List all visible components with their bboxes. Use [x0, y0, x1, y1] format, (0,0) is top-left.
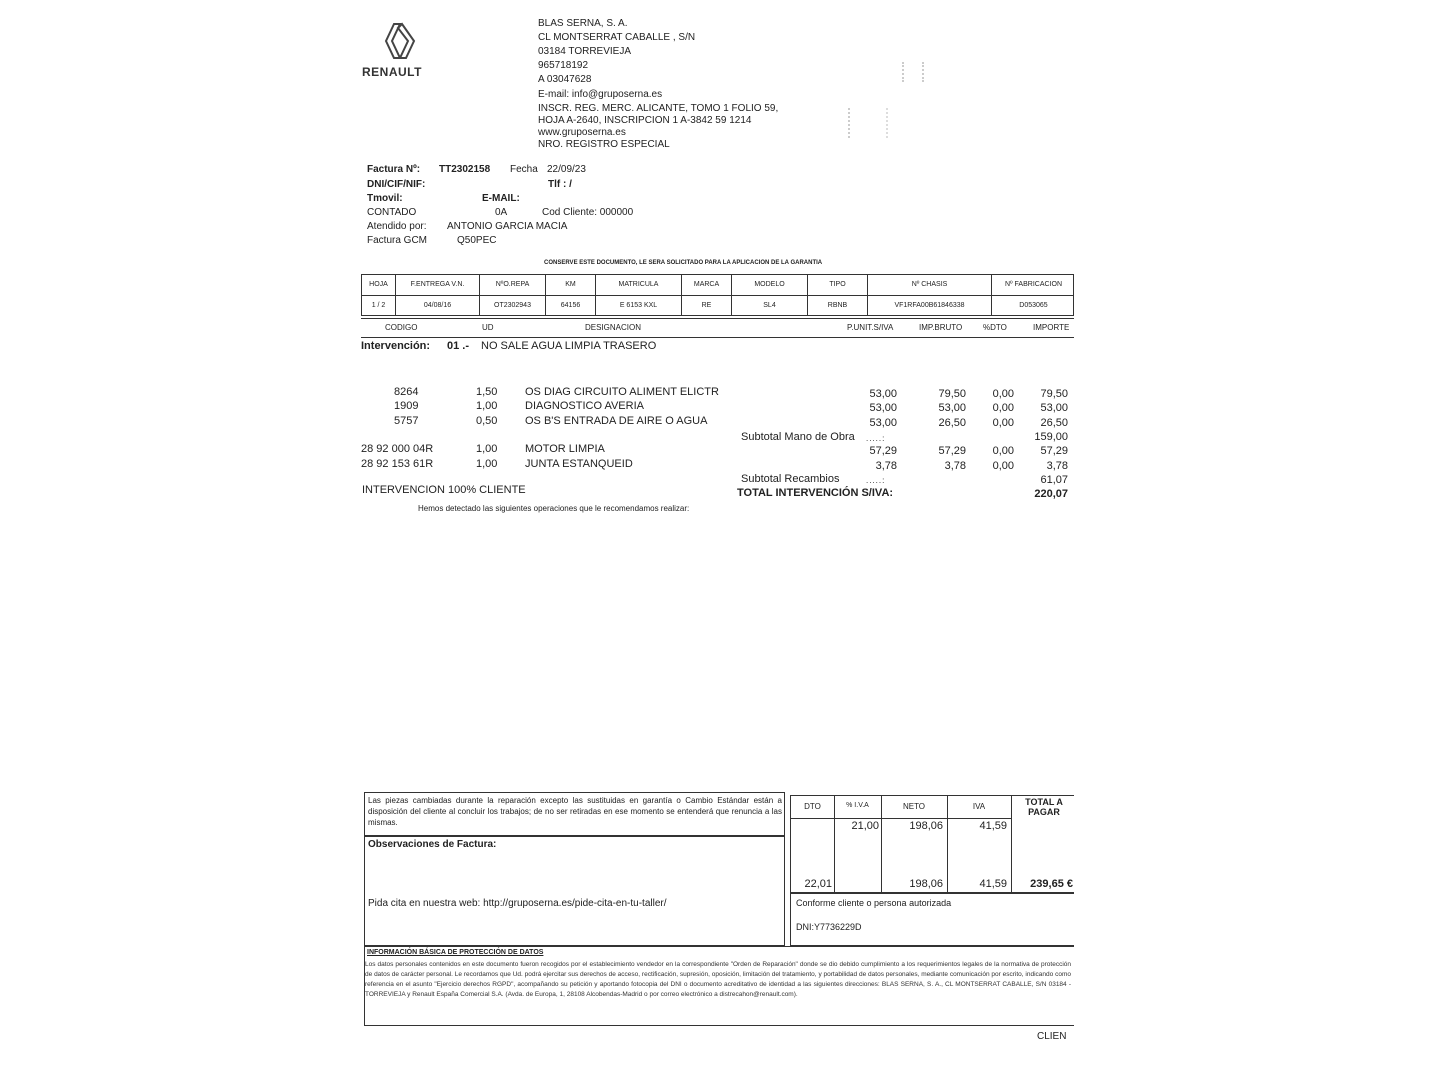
subtotal-parts-label: Subtotal Recambios [741, 473, 840, 485]
company-line: 965718192 [538, 60, 589, 71]
client-code: Cod Cliente: 000000 [542, 207, 634, 218]
vehicle-header-cell: Nº CHASIS [868, 275, 992, 295]
signature-box [790, 893, 1074, 946]
company-line: HOJA A-2640, INSCRIPCION 1 A-3842 59 1214 [538, 115, 752, 126]
phone-label: Tlf : / [548, 179, 572, 190]
vehicle-value-cell: 1 / 2 [362, 296, 396, 316]
company-line: A 03047628 [538, 74, 592, 85]
item-code: 1909 [394, 400, 419, 412]
company-line: E-mail: info@gruposerna.es [538, 89, 663, 100]
vehicle-value-cell: SL4 [732, 296, 808, 316]
totals-header: DTO [804, 802, 821, 811]
item-ud: 0,50 [476, 415, 498, 427]
col-dto: %DTO [983, 323, 1007, 332]
item-punit: 53,00 [869, 388, 897, 400]
item-bruto: 79,50 [938, 388, 966, 400]
col-impbruto: IMP.BRUTO [919, 323, 963, 332]
subtotal-parts-value: 61,07 [1040, 474, 1068, 486]
item-ud: 1,00 [476, 443, 498, 455]
vehicle-header-cell: Nº FABRICACION [1004, 281, 1062, 288]
item-ud: 1,00 [476, 458, 498, 470]
warranty-notice: CONSERVE ESTE DOCUMENTO, LE SERA SOLICITADO PARA LA APLICACION DE LA GARANTIA [544, 260, 823, 266]
item-dto: 0,00 [992, 460, 1014, 472]
invoice-date-label: Fecha [510, 164, 538, 175]
intervention-client: INTERVENCION 100% CLIENTE [362, 484, 526, 496]
scan-mark [848, 108, 888, 138]
totals-iva-total: 41,59 [979, 878, 1007, 890]
payment-method: CONTADO [367, 207, 417, 218]
total-intervention-label: TOTAL INTERVENCIÓN S/IVA: [737, 487, 894, 499]
invoice-date: 22/09/23 [547, 164, 586, 175]
vehicle-value-cell: RBNB [808, 296, 868, 316]
item-desc: OS DIAG CIRCUITO ALIMENT ELICTR [525, 386, 719, 398]
item-punit: 53,00 [869, 417, 897, 429]
invoice-number: TT2302158 [439, 164, 491, 175]
totals-header: NETO [902, 802, 926, 811]
intervention-description: NO SALE AGUA LIMPIA TRASERO [481, 340, 657, 352]
item-desc: OS B'S ENTRADA DE AIRE O AGUA [525, 415, 708, 427]
vehicle-table [361, 274, 1074, 316]
totals-header: IVA [972, 802, 986, 811]
item-dto: 0,00 [992, 445, 1014, 457]
item-code: 5757 [394, 415, 419, 427]
vehicle-header-cell: NºO.REPA [480, 275, 546, 295]
totals-iva-pct: 21,00 [851, 820, 879, 832]
pieces-notice-box [364, 792, 785, 836]
item-punit: 3,78 [875, 460, 897, 472]
vehicle-header-cell: MATRICULA [596, 275, 682, 295]
company-line: NRO. REGISTRO ESPECIAL [538, 139, 670, 150]
item-desc: MOTOR LIMPIA [525, 443, 605, 455]
copy-label: CLIEN [1037, 1031, 1067, 1042]
item-desc: JUNTA ESTANQUEID [525, 458, 633, 470]
totals-table [790, 795, 1074, 893]
item-ud: 1,50 [476, 386, 498, 398]
item-importe: 3,78 [1046, 460, 1068, 472]
vehicle-header-row [362, 275, 1073, 295]
item-code: 8264 [394, 386, 419, 398]
item-bruto: 53,00 [938, 402, 966, 414]
vehicle-header-cell: MARCA [682, 275, 732, 295]
totals-header: TOTAL A PAGAR [1025, 797, 1063, 817]
pieces-notice: Las piezas cambiadas durante la reparación excepto las sustituidas en garantía o Cambio Estándar están a disposición del cliente al concluir los trabajos; de no ser retiradas en ese momento se entenderá que renuncia a las mismas. [368, 796, 782, 827]
col-punit: P.UNIT.S/IVA [847, 323, 894, 332]
totals-neto-total: 198,06 [909, 878, 943, 890]
company-line: 03184 TORREVIEJA [538, 46, 632, 57]
col-ud: UD [482, 323, 494, 332]
totals-header: % I.V.A [846, 802, 869, 809]
vehicle-header-cell: F.ENTREGA V.N. [396, 275, 480, 295]
data-protection-text: Los datos personales contenidos en este documento fueron recogidos por el establecimiento vendedor en la correspondiente "Orden de Reparación" donde se dio debido cumplimiento a los requerimientos legales de la normativa de protección de datos de carácter personal. Le recordamos que Ud. podrá ejercitar sus derechos de acceso, rectificación, supresión, oposición, limitación del tratamiento, y portabilidad de datos personales, mediante comunicación por escrito, indicando como referencia en el asunto "Ejercicio derechos RGPD", acompañando su petición y aportando fotocopia del DNI o documento acreditativo de identidad a las siguientes direcciones: BLAS SERNA, S. A., CL MONTSERRAT CABALLE, S/N 03184 - TORREVIEJA y Renault España Comercial S.A. (Avda. de Europa, 1, 28108 Alcobendas-Madrid o por correo electrónico a distrecahon@renault.com). [365, 961, 1071, 998]
vehicle-value-cell: 04/08/16 [396, 296, 480, 316]
item-bruto: 3,78 [944, 460, 966, 472]
observations-box [364, 836, 785, 946]
item-punit: 57,29 [869, 445, 897, 457]
dni-label: DNI/CIF/NIF: [367, 179, 426, 190]
company-line: INSCR. REG. MERC. ALICANTE, TOMO 1 FOLIO 59, [538, 103, 779, 114]
subtotal-labour-value: 159,00 [1034, 431, 1068, 443]
observations-title: Observaciones de Factura: [368, 839, 497, 850]
intervention-label: Intervención: [361, 340, 431, 352]
email-label: E-MAIL: [482, 193, 520, 204]
scan-mark [902, 62, 924, 82]
item-importe: 26,50 [1040, 417, 1068, 429]
subtotal-labour-label: Subtotal Mano de Obra [741, 431, 855, 443]
totals-grand-total: 239,65 € [1030, 878, 1073, 890]
vehicle-header-cell: TIPO [808, 275, 868, 295]
vehicle-value-cell: VF1RFA00B61846338 [868, 296, 992, 316]
mobile-label: Tmovil: [367, 193, 403, 204]
subtotal-dots: .....: [866, 476, 886, 485]
item-punit: 53,00 [869, 402, 897, 414]
totals-iva: 41,59 [979, 820, 1007, 832]
col-importe: IMPORTE [1033, 323, 1070, 332]
item-bruto: 26,50 [938, 417, 966, 429]
item-code: 28 92 153 61R [361, 458, 434, 470]
vehicle-value-cell: D053065 [1019, 302, 1048, 309]
col-codigo: CODIGO [385, 323, 418, 332]
gcm-label: Factura GCM [367, 235, 428, 246]
lines-header [361, 318, 1074, 338]
recommend-text: Hemos detectado las siguientes operaciones que le recomendamos realizar: [418, 504, 690, 513]
client-dni: DNI:Y7736229D [796, 922, 862, 932]
company-line: BLAS SERNA, S. A. [538, 18, 628, 29]
item-importe: 79,50 [1040, 388, 1068, 400]
totals-neto: 198,06 [909, 820, 943, 832]
item-bruto: 57,29 [938, 445, 966, 457]
item-dto: 0,00 [992, 417, 1014, 429]
vehicle-header-cell: KM [546, 275, 596, 295]
item-importe: 57,29 [1040, 445, 1068, 457]
item-dto: 0,00 [992, 402, 1014, 414]
payment-code: 0A [495, 207, 508, 218]
invoice-number-label: Factura Nº: [367, 164, 421, 175]
vehicle-value-cell: E 6153 KXL [596, 296, 682, 316]
data-protection-title: INFORMACIÓN BÁSICA DE PROTECCIÓN DE DATOS [367, 949, 544, 956]
subtotal-dots: .....: [866, 434, 886, 443]
item-desc: DIAGNOSTICO AVERIA [525, 400, 644, 412]
company-line: www.gruposerna.es [538, 127, 626, 138]
vehicle-header-cell: MODELO [732, 275, 808, 295]
item-dto: 0,00 [992, 388, 1014, 400]
total-intervention-value: 220,07 [1034, 488, 1068, 500]
company-line: CL MONTSERRAT CABALLE , S/N [538, 32, 696, 43]
vehicle-value-cell: RE [682, 296, 732, 316]
brand-name: RENAULT [362, 65, 422, 79]
observations-text: Pida cita en nuestra web: http://gruposerna.es/pide-cita-en-tu-taller/ [368, 898, 667, 909]
item-ud: 1,00 [476, 400, 498, 412]
item-importe: 53,00 [1040, 402, 1068, 414]
vehicle-value-cell: 64156 [546, 296, 596, 316]
attended-label: Atendido por: [367, 221, 427, 232]
renault-logo-icon [380, 20, 420, 62]
col-designacion: DESIGNACION [585, 323, 642, 332]
intervention-number: 01 .- [447, 340, 470, 352]
attended-by: ANTONIO GARCIA MACIA [447, 221, 568, 232]
totals-dto: 22,01 [804, 878, 832, 890]
item-code: 28 92 000 04R [361, 443, 434, 455]
gcm-value: Q50PEC [457, 235, 497, 246]
vehicle-header-cell: HOJA [362, 275, 396, 295]
vehicle-value-cell: OT2302943 [480, 296, 546, 316]
vehicle-value-row [362, 295, 1073, 315]
conforme-label: Conforme cliente o persona autorizada [796, 898, 952, 908]
